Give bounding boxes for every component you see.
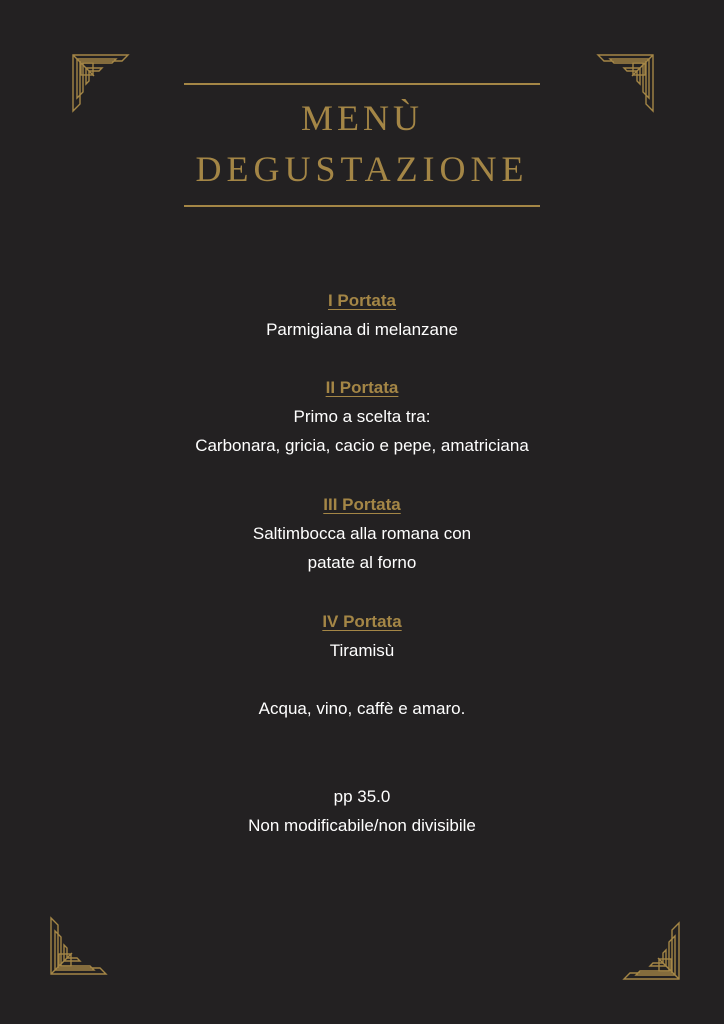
menu-title-line-1: MENÙ (301, 98, 423, 138)
menu-extras (0, 694, 724, 723)
course-description: Parmigiana di melanzane (266, 320, 458, 339)
course-heading: II Portata (325, 378, 399, 397)
course-heading: I Portata (327, 291, 397, 310)
extras-text: Acqua, vino, caffè e amaro. (258, 699, 466, 718)
price-amount: pp 35.0 (333, 787, 391, 806)
course-3 (0, 490, 724, 577)
course-1 (0, 286, 724, 344)
course-4 (0, 607, 724, 665)
course-heading: IV Portata (322, 612, 402, 631)
course-description: Carbonara, gricia, cacio e pepe, amatriciana (195, 436, 529, 455)
title-bottom-divider (184, 205, 540, 207)
price-block (0, 782, 724, 840)
corner-ornament-bottom-right-icon (620, 920, 680, 980)
course-description: Saltimbocca alla romana con (252, 524, 472, 543)
corner-ornament-top-right-icon (594, 54, 654, 114)
course-heading: III Portata (323, 495, 401, 514)
corner-ornament-top-left-icon (72, 54, 132, 114)
corner-ornament-bottom-left-icon (50, 915, 110, 975)
course-description: patate al forno (307, 553, 417, 572)
course-description: Primo a scelta tra: (293, 407, 431, 426)
price-note: Non modificabile/non divisibile (248, 816, 476, 835)
menu-title-line-2: DEGUSTAZIONE (195, 149, 529, 189)
menu-title-block (184, 83, 540, 207)
course-2 (0, 373, 724, 460)
title-top-divider (184, 83, 540, 85)
course-description: Tiramisù (329, 641, 395, 660)
